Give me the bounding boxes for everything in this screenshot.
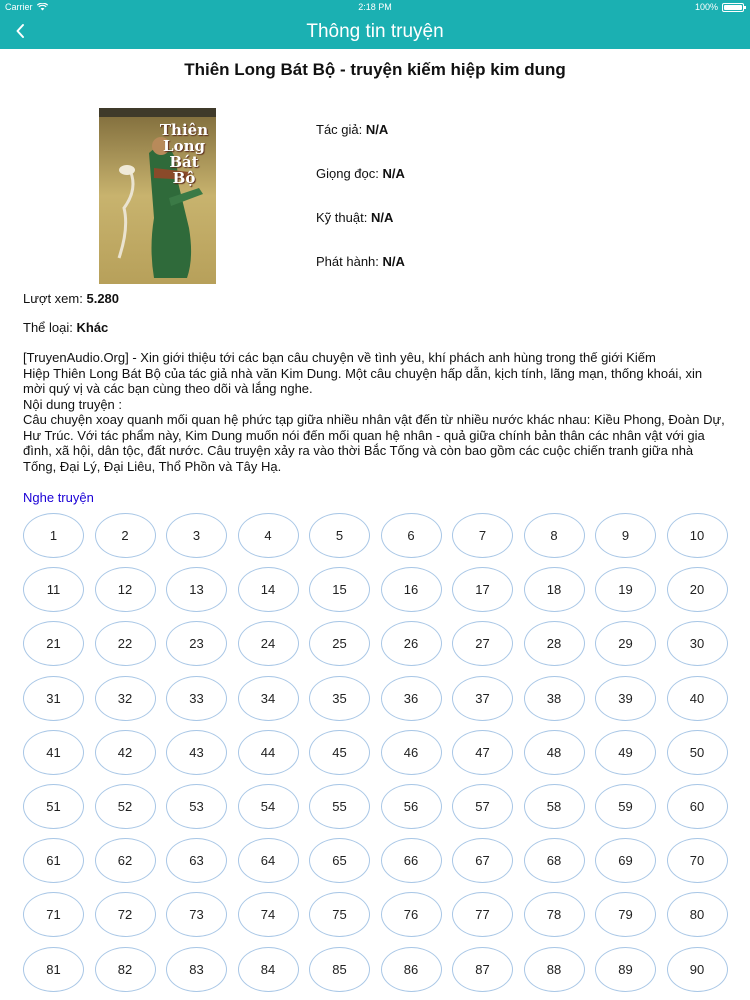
episode-button[interactable]: 68 <box>524 838 585 883</box>
narrator-row <box>316 166 405 181</box>
publisher-row <box>316 254 405 269</box>
episode-button[interactable]: 6 <box>381 513 442 558</box>
episode-button[interactable]: 10 <box>667 513 728 558</box>
episode-button[interactable]: 49 <box>595 730 656 775</box>
cover-text-line: Bộ <box>172 169 196 187</box>
episode-button[interactable]: 85 <box>309 947 370 992</box>
episode-button[interactable]: 29 <box>595 621 656 666</box>
episode-button[interactable]: 56 <box>381 784 442 829</box>
episode-button[interactable]: 41 <box>23 730 84 775</box>
publisher-value: N/A <box>382 254 405 269</box>
tech-row <box>316 210 393 225</box>
status-bar <box>0 0 750 14</box>
episode-button[interactable]: 54 <box>238 784 299 829</box>
author-value: N/A <box>365 122 389 137</box>
episode-button[interactable]: 12 <box>95 567 156 612</box>
episode-button[interactable]: 34 <box>238 676 299 721</box>
tech-label: Kỹ thuật: <box>316 210 368 225</box>
episode-button[interactable]: 19 <box>595 567 656 612</box>
status-time: 2:18 PM <box>358 2 392 12</box>
description-line: Tống, Đại Lý, Đại Liêu, Thổ Phồn và Tây Hạ. <box>23 458 282 474</box>
episode-button[interactable]: 71 <box>23 892 84 937</box>
episode-button[interactable]: 65 <box>309 838 370 883</box>
episode-button[interactable]: 32 <box>95 676 156 721</box>
episode-button[interactable]: 73 <box>166 892 227 937</box>
episode-button[interactable]: 79 <box>595 892 656 937</box>
episode-button[interactable]: 83 <box>166 947 227 992</box>
episode-button[interactable]: 38 <box>524 676 585 721</box>
episode-button[interactable]: 72 <box>95 892 156 937</box>
carrier-label: Carrier <box>5 2 33 12</box>
episode-button[interactable]: 30 <box>667 621 728 666</box>
episode-button[interactable]: 44 <box>238 730 299 775</box>
episode-button[interactable]: 1 <box>23 513 84 558</box>
episode-button[interactable]: 61 <box>23 838 84 883</box>
nav-bar <box>0 14 750 49</box>
views-row <box>23 291 119 306</box>
narrator-label: Giọng đọc: <box>316 166 379 181</box>
episode-button[interactable]: 75 <box>309 892 370 937</box>
episode-button[interactable]: 8 <box>524 513 585 558</box>
author-label: Tác giả: <box>316 122 363 137</box>
description-line: mời quý vị và các bạn cùng theo dõi và lắng nghe. <box>23 381 313 396</box>
episode-button[interactable]: 22 <box>95 621 156 666</box>
episode-button[interactable]: 15 <box>309 567 370 612</box>
back-button[interactable] <box>6 17 34 45</box>
episode-button[interactable]: 64 <box>238 838 299 883</box>
episode-button[interactable]: 60 <box>667 784 728 829</box>
episode-button[interactable]: 21 <box>23 621 84 666</box>
cover-text <box>158 122 210 186</box>
description-line: Câu chuyện xoay quanh mối quan hệ phức tạp giữa nhiều nhân vật đến từ nhiều nước khác nhau: Kiều Phong, Đoàn Dự, <box>23 412 725 427</box>
episode-button[interactable]: 4 <box>238 513 299 558</box>
episode-button[interactable]: 78 <box>524 892 585 937</box>
tech-value: N/A <box>370 210 394 225</box>
episode-button[interactable]: 62 <box>95 838 156 883</box>
episode-button[interactable]: 46 <box>381 730 442 775</box>
episode-button[interactable]: 86 <box>381 947 442 992</box>
episode-button[interactable]: 69 <box>595 838 656 883</box>
episode-button[interactable]: 13 <box>166 567 227 612</box>
views-value: 5.280 <box>86 291 120 306</box>
episode-button[interactable]: 17 <box>452 567 513 612</box>
episode-button[interactable]: 26 <box>381 621 442 666</box>
battery-icon <box>722 3 744 12</box>
description-line: đình, xã hội, dân tộc, đất nước. Câu truyện xảy ra vào thời Bắc Tống và còn bao gồm các cuộc chiến tranh giữa nhà <box>23 443 694 458</box>
episode-button[interactable]: 67 <box>452 838 513 883</box>
episode-button[interactable]: 89 <box>595 947 656 992</box>
description-line: Hiệp Thiên Long Bát Bộ của tác giả nhà văn Kim Dung. Một câu chuyện hấp dẫn, kịch tính, lãng mạn, thống khoái, xin <box>23 365 703 381</box>
genre-label: Thể loại: <box>23 320 73 335</box>
episode-button[interactable]: 77 <box>452 892 513 937</box>
episode-button[interactable]: 88 <box>524 947 585 992</box>
author-row <box>316 122 388 137</box>
episode-button[interactable]: 42 <box>95 730 156 775</box>
episode-button[interactable]: 36 <box>381 676 442 721</box>
episode-button[interactable]: 55 <box>309 784 370 829</box>
listen-label[interactable]: Nghe truyện <box>23 490 94 505</box>
episode-button[interactable]: 45 <box>309 730 370 775</box>
episode-button[interactable]: 28 <box>524 621 585 666</box>
description-line: Hư Trúc. Với tác phẩm này, Kim Dung muốn nói đến mối quan hệ nhân - quả giữa chính bản thân các nhân vật với gia <box>23 427 705 443</box>
episode-button[interactable]: 58 <box>524 784 585 829</box>
episode-button[interactable]: 33 <box>166 676 227 721</box>
episode-button[interactable]: 81 <box>23 947 84 992</box>
episode-button[interactable]: 3 <box>166 513 227 558</box>
episode-button[interactable]: 25 <box>309 621 370 666</box>
episode-button[interactable]: 27 <box>452 621 513 666</box>
book-cover-image <box>99 108 216 284</box>
episode-button[interactable]: 31 <box>23 676 84 721</box>
description-line: [TruyenAudio.Org] - Xin giới thiệu tới các bạn câu chuyện về tình yêu, khí phách anh hùng trong thế giới Kiếm <box>23 350 656 365</box>
episode-button[interactable]: 14 <box>238 567 299 612</box>
genre-value: Khác <box>76 320 109 335</box>
episode-button[interactable]: 16 <box>381 567 442 612</box>
publisher-label: Phát hành: <box>316 254 379 269</box>
episode-button[interactable]: 82 <box>95 947 156 992</box>
battery-fill <box>724 5 742 10</box>
episode-button[interactable]: 80 <box>667 892 728 937</box>
episode-button[interactable]: 40 <box>667 676 728 721</box>
episode-button[interactable]: 59 <box>595 784 656 829</box>
episode-button[interactable]: 74 <box>238 892 299 937</box>
nav-title: Thông tin truyện <box>306 21 444 42</box>
episode-button[interactable]: 11 <box>23 567 84 612</box>
episode-button[interactable]: 84 <box>238 947 299 992</box>
description-line: Nội dung truyện : <box>23 396 123 412</box>
episode-button[interactable]: 43 <box>166 730 227 775</box>
description <box>23 350 735 474</box>
views-label: Lượt xem: <box>23 291 83 306</box>
episode-button[interactable]: 18 <box>524 567 585 612</box>
episode-button[interactable]: 9 <box>595 513 656 558</box>
episode-button[interactable]: 24 <box>238 621 299 666</box>
episode-button[interactable]: 53 <box>166 784 227 829</box>
cover-text-line: Bát <box>169 153 199 171</box>
episode-button[interactable]: 5 <box>309 513 370 558</box>
cover-text-line: Thiên <box>159 121 209 139</box>
episode-button[interactable]: 51 <box>23 784 84 829</box>
cover-text-line: Long <box>163 137 205 155</box>
chevron-left-icon <box>15 23 25 39</box>
episode-button[interactable]: 23 <box>166 621 227 666</box>
episode-button[interactable]: 35 <box>309 676 370 721</box>
episode-button[interactable]: 37 <box>452 676 513 721</box>
episode-button[interactable]: 50 <box>667 730 728 775</box>
episode-button[interactable]: 70 <box>667 838 728 883</box>
episode-button[interactable]: 20 <box>667 567 728 612</box>
episode-button[interactable]: 48 <box>524 730 585 775</box>
episode-button[interactable]: 7 <box>452 513 513 558</box>
episode-button[interactable]: 39 <box>595 676 656 721</box>
episode-button[interactable]: 66 <box>381 838 442 883</box>
narrator-value: N/A <box>382 166 405 181</box>
episode-button[interactable]: 87 <box>452 947 513 992</box>
episode-button[interactable]: 90 <box>667 947 728 992</box>
status-right <box>695 2 744 12</box>
episode-button[interactable]: 2 <box>95 513 156 558</box>
episode-button[interactable]: 52 <box>95 784 156 829</box>
genre-row <box>23 320 108 335</box>
episode-button[interactable]: 76 <box>381 892 442 937</box>
page-title: Thiên Long Bát Bộ - truyện kiếm hiệp kim dung <box>184 60 566 79</box>
battery-percent: 100% <box>694 2 718 12</box>
episode-button[interactable]: 63 <box>166 838 227 883</box>
episode-button[interactable]: 47 <box>452 730 513 775</box>
episode-button[interactable]: 57 <box>452 784 513 829</box>
